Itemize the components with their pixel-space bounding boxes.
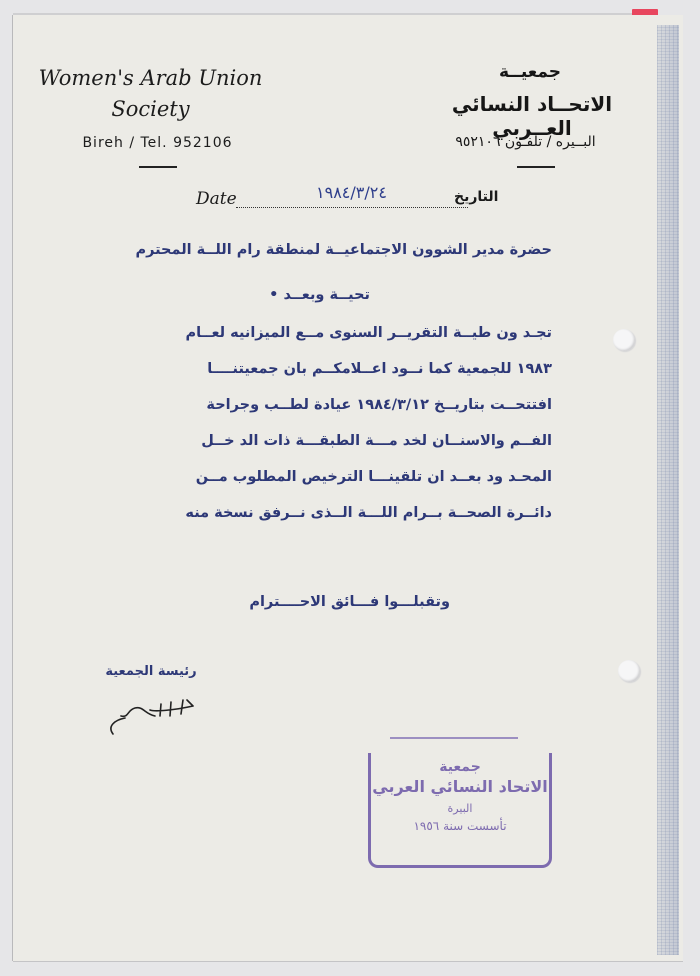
body-line: المحـد ود بعــد ان تلقينـــا الترخيص المطلوب مــن [195, 469, 552, 485]
arabic-society-label: جمعيــة [498, 62, 562, 82]
english-letterhead [28, 63, 273, 125]
body-line: دائــرة الصحــة بــرام اللـــة الــذى نــرفق نسخة منه [185, 505, 552, 521]
addressee-line: حضرة مدير الشوون الاجتماعيــة لمنطقة رام اللــة المحترم [135, 242, 552, 258]
punch-hole-lower [618, 660, 640, 682]
arabic-address: البــيره / تلفـون ٩٥٢١٠٦ [455, 134, 596, 150]
body-line: افتتحــت بتاريــخ ١٩٨٤/٣/١٢ عيادة لطــب وجراحة [206, 397, 552, 413]
date-value: ١٩٨٤/٣/٢٤ [316, 183, 387, 202]
stamp-line-society: جمعية [439, 759, 481, 775]
carbon-bleed-strip [657, 25, 679, 955]
english-divider [139, 166, 177, 168]
date-label-en: Date [196, 189, 237, 209]
stamp-line-city: البيرة [447, 802, 473, 815]
stamp-line-founded: تأسست سنة ١٩٥٦ [413, 819, 507, 833]
arabic-org-name: الاتحــاد النسائي العــربي [451, 92, 613, 140]
greeting-line: تحيــة وبعــد • [269, 287, 370, 303]
date-label-ar: التاريخ [454, 189, 499, 205]
stamp-top-edge [390, 737, 518, 739]
date-dotted-line [236, 207, 468, 208]
organization-stamp [368, 753, 552, 868]
punch-hole-upper [613, 329, 635, 351]
org-name-line1: Women's Arab Union [38, 66, 263, 90]
arabic-divider [517, 166, 555, 168]
date-row [196, 183, 506, 213]
handwritten-signature [95, 692, 205, 737]
body-line: الفــم والاسنــان لخد مـــة الطبقـــة ذات الد خــل [201, 433, 552, 449]
signatory-title: رئيسة الجمعية [105, 664, 197, 679]
closing-line: وتقبلـــوا فـــائق الاحــــترام [249, 594, 450, 610]
body-line: ١٩٨٣ للجمعية كما نــود اعــلامكــم بان جمعيتنــــا [207, 361, 552, 377]
letter-page [13, 15, 683, 961]
stamp-line-org: الاتحاد النسائي العربي [372, 777, 548, 796]
body-line: تجـد ون طيــة التقريــر السنوى مــع الميزانيه لعــام [185, 325, 552, 341]
org-name-line2: Society [111, 97, 190, 121]
english-address: Bireh / Tel. 952106 [82, 135, 233, 151]
